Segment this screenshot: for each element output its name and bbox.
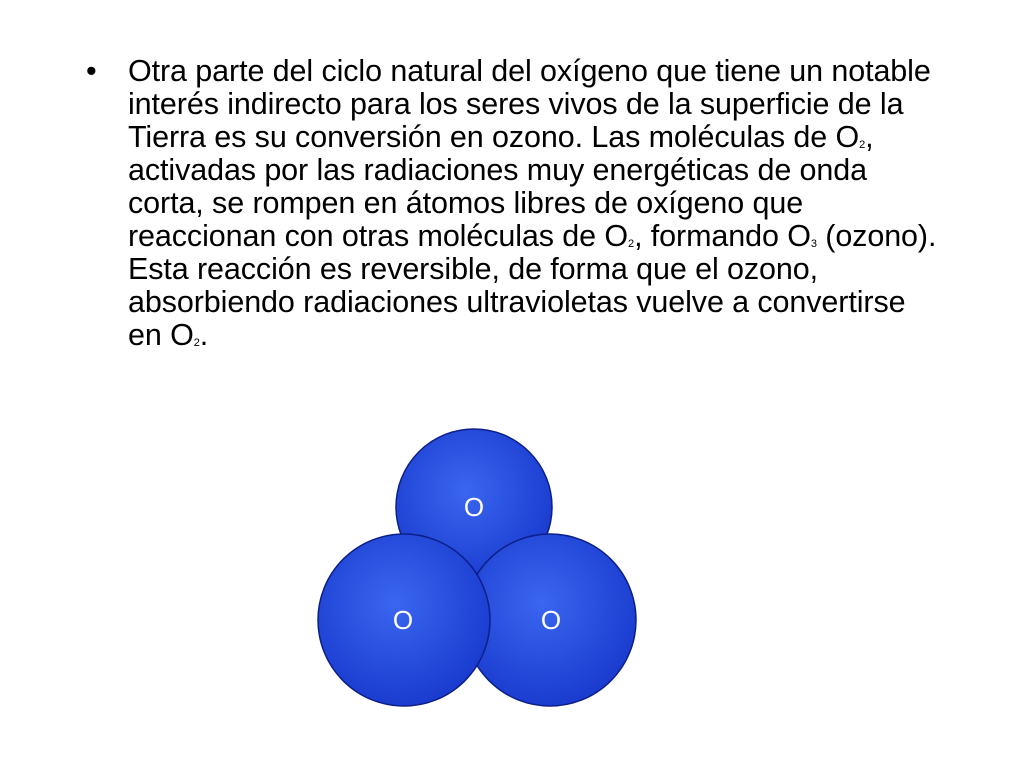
ozone-molecule-svg [300, 420, 650, 720]
text-segment: , activadas por las radiaciones muy energéticas de onda corta, se rompen en átomos libres de oxígeno que reaccionan con otras moléculas de O [128, 120, 874, 253]
atom-label: O [392, 605, 414, 635]
subscript: 3 [810, 238, 817, 250]
subscript: 2 [193, 337, 200, 349]
text-segment: , formando O [634, 219, 811, 253]
atom-label: O [540, 605, 562, 635]
text-segment: (ozono). Esta reacción es reversible, de forma que el ozono, absorbiendo radiaciones ultravioletas vuelve a convertirse en O [128, 219, 937, 352]
paragraph-text [128, 54, 936, 352]
atom-label: O [463, 492, 485, 522]
subscript: 2 [628, 238, 635, 250]
bullet-icon: • [86, 54, 97, 88]
text-segment: Otra parte del ciclo natural del oxígeno que tiene un notable interés indirecto para los seres vivos de la superficie de la Tierra es su conversión en ozono. Las moléculas de O [128, 54, 931, 154]
text-segment: . [199, 318, 209, 352]
bullet-list [86, 55, 946, 352]
ozone-molecule-diagram [300, 420, 650, 720]
bullet-item [86, 55, 946, 352]
oxygen-atom-left [318, 534, 490, 706]
subscript: 2 [859, 139, 866, 151]
